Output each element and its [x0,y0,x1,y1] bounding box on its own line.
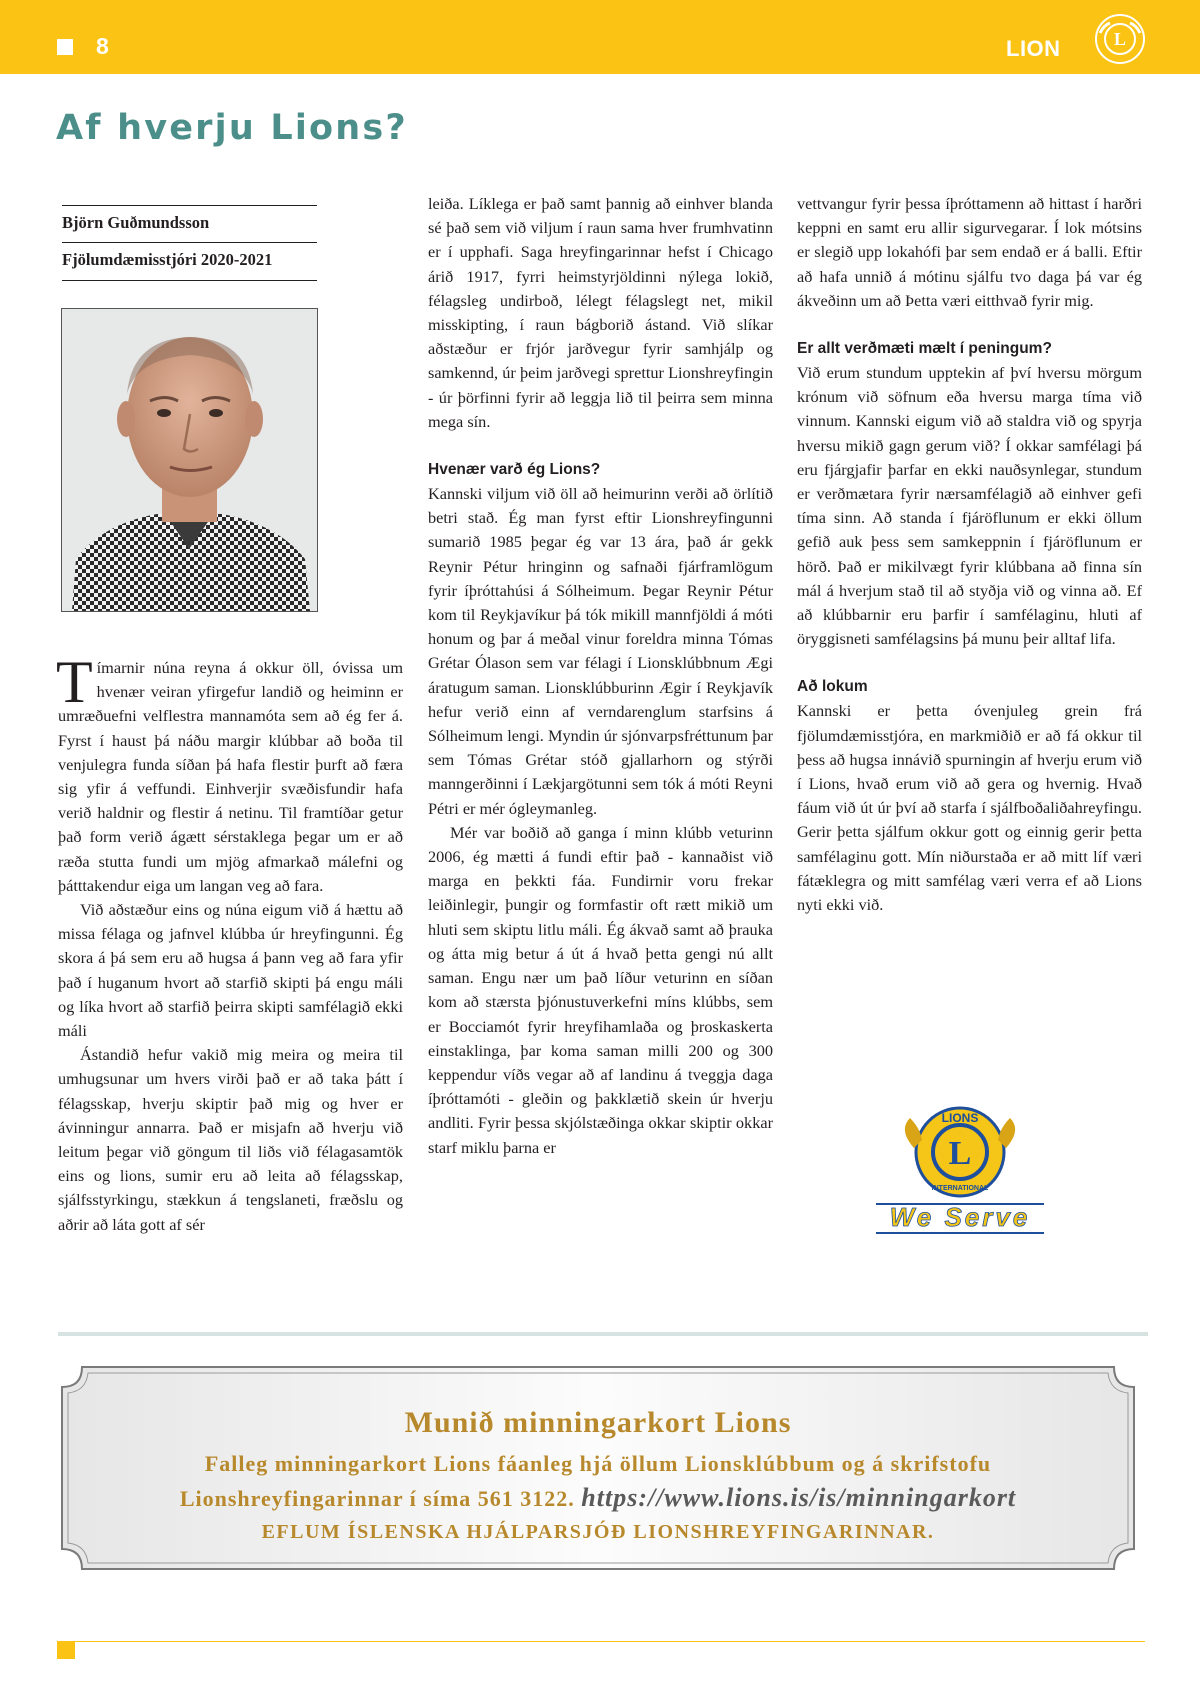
banner-line-3: EFLUM ÍSLENSKA HJÁLPARSJÓÐ LIONSHREYFINGARINNAR. [261,1521,935,1543]
paragraph: Kannski er þetta óvenjuleg grein frá fjölumdæmisstjóra, en markmiðið er að fá okkur til þess að hugsa innávið spurningin af hverju erum við í Lions, hvað erum við að gera og hvernig. Hvað fáum við út úr því að starfa í sjálfboðaliðahreyfingu. Gerir þetta sjálfum okkur gott og einnig gerir þetta samfélaginu gott. Mín niðurstaða er að mitt líf væri fátæklegra og mitt samfélag væri verra ef að Lions nyti ekki við. [797,701,1142,915]
paragraph [56,649,403,898]
banner-phone-text: Lionshreyfingarinnar í síma 561 3122. [179,1486,575,1511]
svg-text:We Serve: We Serve [889,1202,1031,1232]
paragraph: Við erum stundum upptekin af því hversu mörgum krónum við söfnum eða hversu marga tíma við vinnum. Kannski eigum við að staldra við og spyrja hversu mikið gagn gerum við? Í okkar samfélagi þá eru fjárgjafir þarfar en ekki nauðsynlegar, stundum er verðmætara fyrir nærsamfélagið að einhver gefi tíma sinn. Að standa í fjáröflunum er ekki öllum gefið auk þess sem samkeppnin í fjáröflunum er hörð. Það er mikilvægt fyrir klúbbana að finna sín mál á hverjum stað til að styðja við og vinna að. Ef að klúbbarnir eru þarfir í samfélaginu, hluti af öryggisneti samfélagsins þá munu þeir alltaf lifa. [797,363,1142,649]
footer-square-mark [57,1641,75,1659]
article-column-2 [428,192,773,1160]
author-name: Björn Guðmundsson [62,213,210,232]
section-heading: Hvenær varð ég Lions? [428,461,601,479]
svg-text:L: L [1113,29,1127,49]
section-heading: Að lokum [797,678,868,696]
svg-text:LIONS: LIONS [941,1111,979,1125]
memorial-card-banner [58,1363,1138,1573]
author-role: Fjölumdæmisstjóri 2020-2021 [62,250,273,269]
header-square-mark [57,39,73,55]
paragraph: Við aðstæður eins og núna eigum við á hættu að missa félaga og jafnvel klúbba úr hreyfingunni. Ég skora á þá sem eru að hugsa á þann veg að fara yfir það í huganum hvort að starfið skipti þá engu máli og líka hvort að starfið þeirra skipti samfélagið ekki máli [58,900,403,1041]
section-heading: Er allt verðmæti mælt í peningum? [797,340,1052,358]
byline-rule-middle [62,242,317,243]
paragraph: vettvangur fyrir þessa íþróttamenn að hittast í harðri keppni en samt eru allir sigurvegarar. Í lok mótsins er slegið upp lokahófi þar sem endað er á balli. Eftir að hafa unnið á mótinu sjálfu tvo daga þá var ég ákveðinn um að Þetta væri eitthvað fyrir mig. [797,194,1142,310]
author-portrait-photo [61,308,318,612]
drop-cap: T [56,649,93,715]
article-column-3 [797,192,1142,917]
article-column-1 [56,649,403,1237]
byline-rule-top [62,205,317,206]
banner-line-1: Falleg minningarkort Lions fáanleg hjá öllum Lionsklúbbum og á skrifstofu [204,1451,992,1476]
paragraph-text: ímarnir núna reyna á okkur öll, óvissa um hvenær veiran yfirgefur landið og heiminn er umræðuefni velflestra mannamóta sem að ég fer á. Fyrst í haust þá náðu margir klúbbar að boða til venjulegra funda síðan þá hafa flestir þurft að færa sig yfir á veffundi. Einhverjir svæðisfundir hafa verið haldnir og flestir á netinu. Til framtíðar getur það form verið ágætt sérstaklega þegar um er að ræða stutta fundi um mjög afmarkað málefni og þátttakendur eiga um langan veg að fara. [58,658,403,895]
article-title: Af hverju Lions? [56,108,408,148]
section-separator [58,1332,1148,1336]
svg-text:L: L [948,1135,972,1172]
banner-line-2 [58,1483,1138,1513]
header-bar [0,0,1200,74]
paragraph: Ástandið hefur vakið mig meira og meira til umhugsunar um hvers virði það er að taka þátt í félagsskap, hverju skiptir það mig og hver er ávinningur annarra. Það er misjafn að hverju við leitum þegar við göngum til liðs við félagasamtök eins og lions, sumir eru að leita að félagsskap, sjálfsstyrkingu, stækkun á tengslaneti, fræðslu og aðrir að láta gott af sér [58,1045,403,1234]
footer-rule [75,1641,1145,1642]
banner-url-link[interactable]: https://www.lions.is/is/minningarkort [581,1483,1017,1512]
paragraph: Kannski viljum við öll að heimurinn verði að örlítið betri stað. Ég man fyrst eftir Lionshreyfingunni sumarið 1985 þegar ég var 13 ára, það ár gekk Reynir Pétur hringinn og safnaði fjárframlögum fyrir íþróttahúsi á Sólheimum. Þegar Reynir Pétur kom til Reykjavíkur þá tók mikill mannfjöldi á móti honum og þar á meðal vinur foreldra minna Tómas Grétar Ólason sem var félagi í Lionsklúbbnum Ægi áratugum saman. Lionsklúbburinn Ægir í Reykjavík hefur verið einn af verndarenglum starfsins á Sólheimum lengi. Myndin úr sjónvarpsfréttunum þar sem Tómas Grétar stóð gjallarhorn og stýrði manngerðinni í Lækjargötunni sem tók á móti Reyni Pétri er mér ógleymanleg. [428,484,773,818]
paragraph: leiða. Líklega er það samt þannig að einhver blanda sé það sem við viljum í raun sama hver frumhvatinn er í upphafi. Saga hreyfingarinnar hefst í Chicago árið 1917, fyrri heimstyrjöldinni nýlega lokið, félagsleg undirboð, lélegt félagslegt net, mikil misskipting, í raun bágborið ástand. Við slíkar aðstæður er frjór jarðvegur fyrir samhjálp og samkennd, úr þeim jarðvegi sprettur Lionshreyfingin - úr þörfinni fyrir að leggja lið til þeirra sem minna mega sín. [428,194,773,431]
banner-title: Munið minningarkort Lions [404,1406,792,1439]
page-number: 8 [96,33,109,59]
lions-emblem-icon [1094,13,1146,65]
paragraph: Mér var boðið að ganga í minn klúbb veturinn 2006, ég mætti á fundi eftir það - kannaðist við marga en þekkti fáa. Fundirnir voru frekar leiðinlegir, þungir og formfastir oft rætt mikið um hluti sem skiptu litlu máli. Ég ákvað samt að þrauka og átta mig betur á út á hvað þetta gengi nú allt saman. Engu nær um það líður veturinn en síðan kom að stærsta þjónustuverkefni míns klúbbs, sem er Bocciamót fyrir hreyfihamlaða og þroskaskerta einstaklinga, þar koma saman milli 200 og 300 keppendur víðs vegar að af landinu á tveggja daga íþróttamóti - gleðin og þakklætið skein úr hverju andliti. Fyrir þessa skjólstæðinga okkar skiptir okkar starf miklu þarna er [428,822,773,1157]
svg-text:INTERNATIONAL: INTERNATIONAL [931,1185,989,1192]
lions-we-serve-logo [870,1100,1050,1236]
magazine-brand: LION [1006,36,1061,61]
byline-rule-bottom [62,280,317,281]
